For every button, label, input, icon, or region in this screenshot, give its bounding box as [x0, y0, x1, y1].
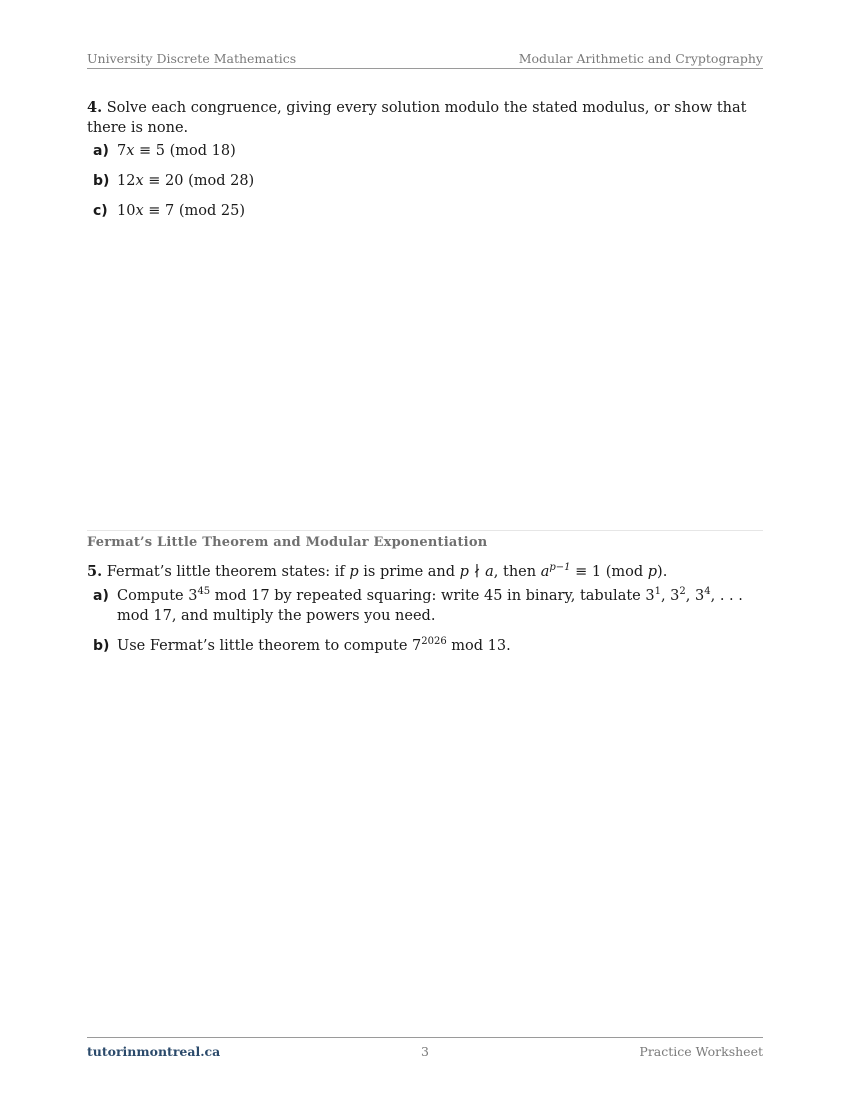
congruence: 10x ≡ 7 (mod 25) [117, 203, 245, 219]
part-4a [87, 141, 763, 161]
header-course-title: University Discrete Mathematics [87, 51, 297, 66]
page-number: 3 [421, 1044, 429, 1059]
congruence: 12x ≡ 20 (mod 28) [117, 173, 255, 189]
part-text: Use Fermat’s little theorem to compute $7^{2026}$ mod 13. [117, 636, 511, 654]
problem-5 [87, 562, 763, 656]
section-divider [87, 530, 763, 531]
part-4b [87, 171, 763, 191]
problem-number: 4. [87, 99, 103, 116]
part-letter: b) [93, 638, 110, 654]
problem-number: 5. [87, 563, 103, 580]
part-5a [87, 586, 763, 626]
running-header [87, 50, 763, 69]
part-letter: c) [93, 203, 108, 219]
section-title: Fermat’s Little Theorem and Modular Exponentiation [87, 535, 488, 550]
page-footer [87, 1037, 763, 1062]
congruence: 7x ≡ 5 (mod 18) [117, 143, 236, 159]
problem-5-statement: 5. Fermat’s little theorem states: if p is prime and p ∤ a, then $a^{p-1} \equiv 1$ (mod p). [87, 562, 668, 580]
part-5b [87, 636, 763, 656]
footer-site-link[interactable]: tutorinmontreal.ca [87, 1044, 221, 1059]
part-letter: a) [93, 143, 109, 159]
header-topic-title: Modular Arithmetic and Cryptography [518, 51, 763, 66]
part-4c [87, 201, 763, 221]
part-letter: b) [93, 173, 110, 189]
problem-4-statement [87, 98, 763, 138]
problem-text: Solve each congruence, giving every solution modulo the stated modulus, or show that there is none. [87, 100, 747, 136]
part-letter: a) [93, 588, 109, 604]
part-text: Compute $3^{45}$ mod 17 by repeated squaring: write 45 in binary, tabulate $3^1$, $3^2$, $3^4$, . . . mod 17, and multiply the powers you need. [117, 586, 743, 624]
problem-4 [87, 98, 763, 221]
footer-label: Practice Worksheet [639, 1044, 763, 1059]
